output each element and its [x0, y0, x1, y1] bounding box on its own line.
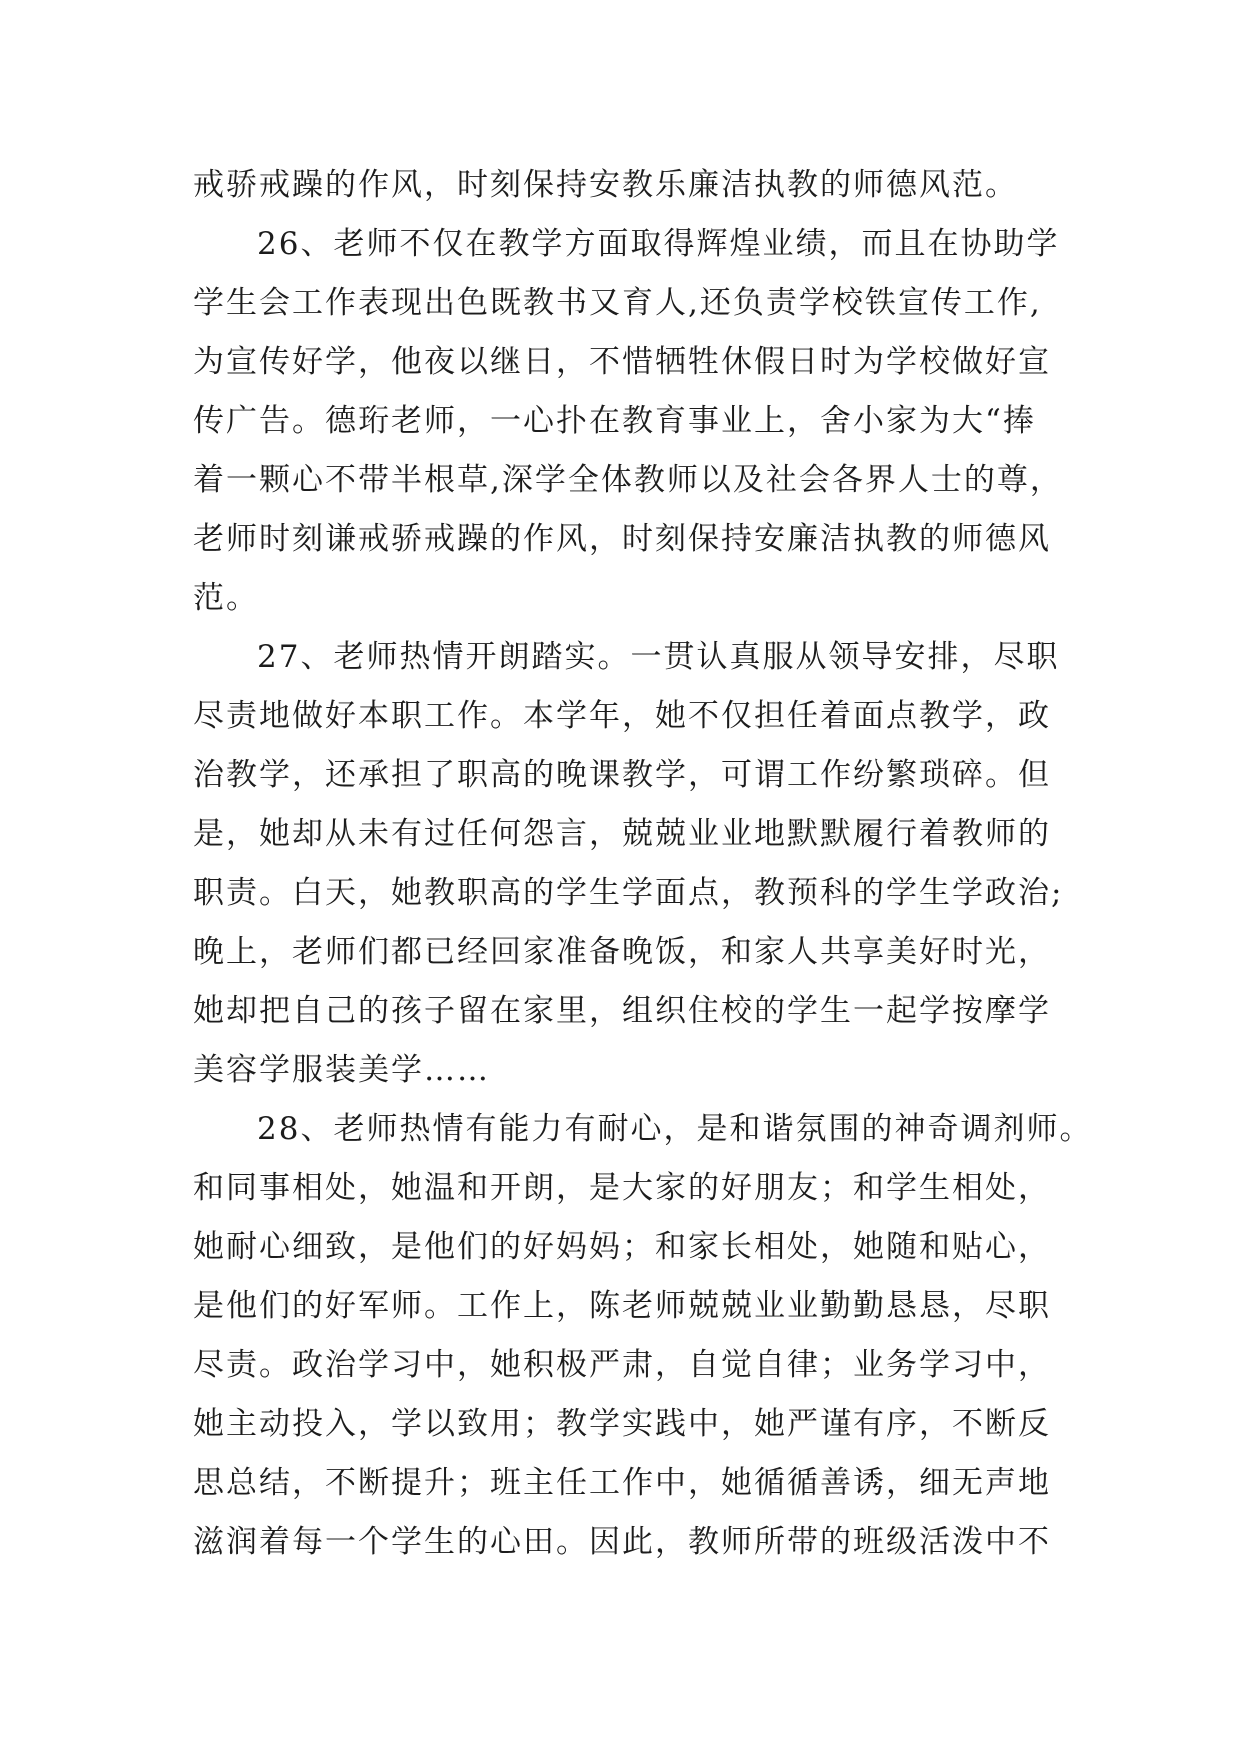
text-line: 她却把自己的孩子留在家里，组织住校的学生一起学按摩学 — [193, 993, 1051, 1029]
text-line: 她主动投入，学以致用；教学实践中，她严谨有序，不断反 — [193, 1406, 1051, 1442]
text-line: 尽责。政治学习中，她积极严肃，自觉自律；业务学习中， — [193, 1347, 1051, 1383]
text-line: 美容学服装美学…… — [193, 1052, 490, 1088]
text-line: 范。 — [193, 580, 259, 616]
text-line: 思总结，不断提升；班主任工作中，她循循善诱，细无声地 — [193, 1465, 1051, 1501]
paragraph-first-line: 26、老师不仅在教学方面取得辉煌业绩，而且在协助学 — [257, 226, 1060, 262]
text-line: 戒骄戒躁的作风，时刻保持安教乐廉洁执教的师德风范。 — [193, 167, 1018, 203]
text-line: 着一颗心不带半根草,深学全体教师以及社会各界人士的尊， — [193, 462, 1063, 498]
text-line: 老师时刻谦戒骄戒躁的作风，时刻保持安廉洁执教的师德风 — [193, 521, 1051, 557]
paragraph-continued — [193, 156, 1153, 215]
text-line: 传广告。德珩老师，一心扑在教育事业上，舍小家为大“捧 — [193, 403, 1036, 439]
text-line: 为宣传好学，他夜以继日，不惜牺牲休假日时为学校做好宣 — [193, 344, 1051, 380]
paragraph-28 — [193, 1100, 1153, 1572]
text-line: 尽责地做好本职工作。本学年，她不仅担任着面点教学，政 — [193, 698, 1051, 734]
text-line: 治教学，还承担了职高的晚课教学，可谓工作纷繁琐碎。但 — [193, 757, 1051, 793]
text-line: 是，她却从未有过任何怨言，兢兢业业地默默履行着教师的 — [193, 816, 1051, 852]
paragraph-27 — [193, 628, 1153, 1100]
document-body — [193, 156, 1153, 1572]
text-line: 她耐心细致，是他们的好妈妈；和家长相处，她随和贴心， — [193, 1229, 1051, 1265]
paragraph-first-line: 27、老师热情开朗踏实。一贯认真服从领导安排，尽职 — [257, 639, 1060, 675]
text-line: 和同事相处，她温和开朗，是大家的好朋友；和学生相处， — [193, 1170, 1051, 1206]
text-line: 学生会工作表现出色既教书又育人,还负责学校铁宣传工作, — [193, 285, 1042, 321]
paragraph-26 — [193, 215, 1153, 628]
text-line: 是他们的好军师。工作上，陈老师兢兢业业勤勤恳恳，尽职 — [193, 1288, 1051, 1324]
paragraph-first-line: 28、老师热情有能力有耐心，是和谐氛围的神奇调剂师。 — [257, 1111, 1093, 1147]
text-line: 滋润着每一个学生的心田。因此，教师所带的班级活泼中不 — [193, 1524, 1051, 1560]
text-line: 职责。白天，她教职高的学生学面点，教预科的学生学政治; — [193, 875, 1064, 911]
text-line: 晚上，老师们都已经回家准备晚饭，和家人共享美好时光， — [193, 934, 1051, 970]
